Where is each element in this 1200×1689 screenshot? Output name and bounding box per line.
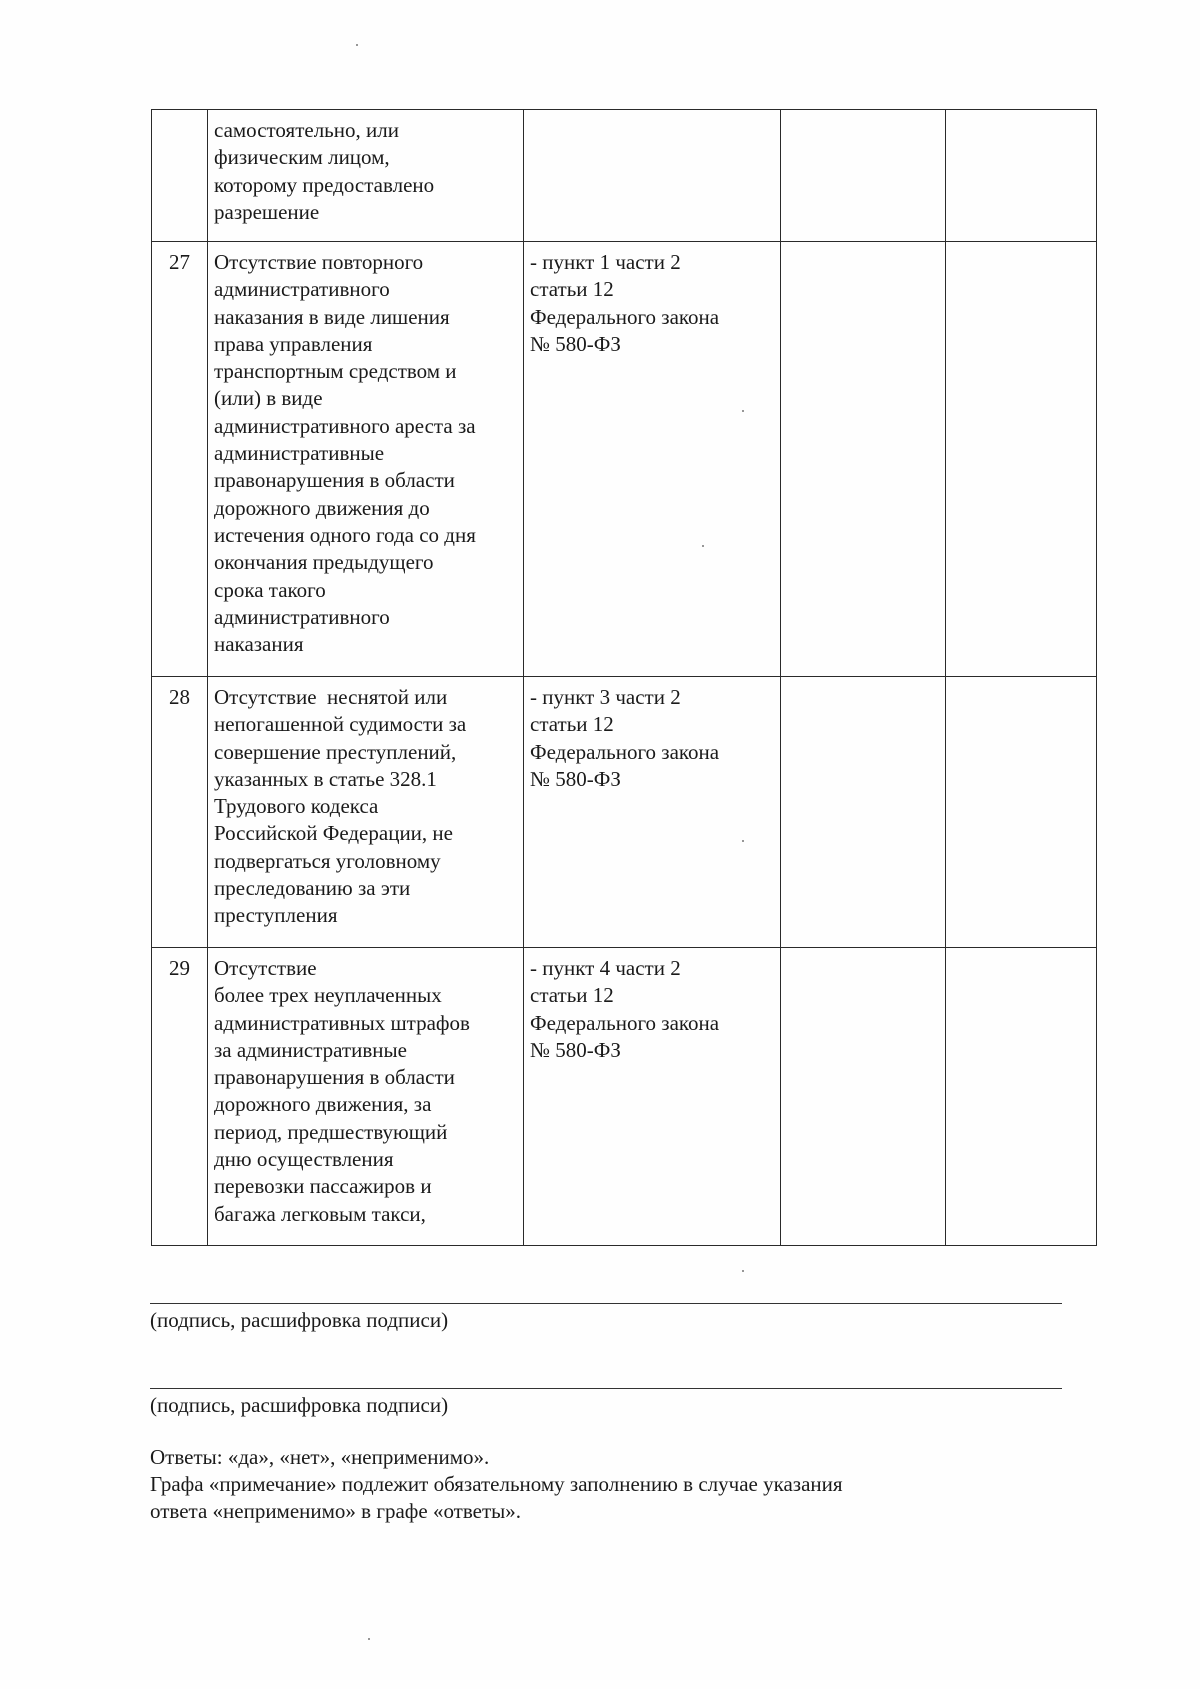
note-cell[interactable] xyxy=(946,110,1097,242)
answer-cell[interactable] xyxy=(781,677,946,948)
reference-text: - пункт 4 части 2 xyxy=(530,956,681,980)
requirement-text: дорожного движения, за xyxy=(214,1092,432,1117)
reference-text: статьи 12 xyxy=(530,277,614,302)
requirement-text: правонарушения в области xyxy=(214,468,455,493)
requirement-text: период, предшествующий xyxy=(214,1119,448,1144)
row-number-cell: 29 xyxy=(152,948,208,1246)
requirement-text: более трех неуплаченных xyxy=(214,983,442,1008)
row-number-cell: 27 xyxy=(152,242,208,677)
requirement-text: Отсутствие повторного xyxy=(214,250,424,274)
signature-caption: (подпись, расшифровка подписи) xyxy=(150,1393,449,1417)
reference-cell xyxy=(524,110,781,242)
reference-cell xyxy=(524,242,781,677)
requirement-cell xyxy=(208,110,524,242)
reference-text: - пункт 1 части 2 xyxy=(530,250,681,274)
answer-cell[interactable] xyxy=(781,242,946,677)
requirement-text: административные xyxy=(214,441,385,466)
table-row xyxy=(152,677,1097,948)
reference-text: № 580-ФЗ xyxy=(530,1037,621,1062)
requirement-text: окончания предыдущего xyxy=(214,550,434,575)
note-cell[interactable] xyxy=(946,677,1097,948)
requirement-text: срока такого xyxy=(214,577,326,602)
requirement-text: административного xyxy=(214,604,390,629)
requirement-cell xyxy=(208,948,524,1246)
reference-text: Федерального закона xyxy=(530,1010,720,1035)
scan-speck xyxy=(742,1270,744,1272)
requirement-text: Трудового кодекса xyxy=(214,794,379,819)
requirement-text: наказания xyxy=(214,632,304,657)
requirement-text: административных штрафов xyxy=(214,1010,470,1035)
scan-speck xyxy=(702,545,704,547)
answers-legend: Ответы: «да», «нет», «неприменимо». xyxy=(150,1445,490,1469)
requirement-text: Отсутствие xyxy=(214,956,317,980)
reference-text: статьи 12 xyxy=(530,983,614,1008)
table-row xyxy=(152,948,1097,1246)
requirement-text: дорожного движения до xyxy=(214,495,430,520)
scan-speck xyxy=(368,1638,370,1640)
requirement-text: административного ареста за xyxy=(214,413,476,438)
scan-speck xyxy=(742,410,744,412)
requirement-text: непогашенной судимости за xyxy=(214,712,467,737)
requirement-text: Российской Федерации, не xyxy=(214,821,453,846)
row-number-cell: 28 xyxy=(152,677,208,948)
requirement-text: разрешение xyxy=(214,199,320,224)
reference-text: № 580-ФЗ xyxy=(530,331,621,356)
remark-rule-line: ответа «неприменимо» в графе «ответы». xyxy=(150,1499,522,1523)
reference-text: статьи 12 xyxy=(530,712,614,737)
requirement-text: самостоятельно, или xyxy=(214,118,399,142)
note-cell[interactable] xyxy=(946,948,1097,1246)
requirement-text: Отсутствие неснятой или xyxy=(214,685,448,709)
answers-notes xyxy=(150,1444,843,1525)
requirements-table xyxy=(151,109,1097,1246)
requirement-text: административного xyxy=(214,277,390,302)
requirement-text: правонарушения в области xyxy=(214,1065,455,1090)
requirement-text: (или) в виде xyxy=(214,386,323,411)
answer-cell[interactable] xyxy=(781,110,946,242)
requirement-text: указанных в статье 328.1 xyxy=(214,766,437,791)
requirement-text: преступления xyxy=(214,903,338,928)
reference-text: Федерального закона xyxy=(530,304,720,329)
requirement-text: совершение преступлений, xyxy=(214,739,457,764)
reference-text: № 580-ФЗ xyxy=(530,766,621,791)
requirement-cell xyxy=(208,677,524,948)
reference-text: Федерального закона xyxy=(530,739,720,764)
requirement-text: за административные xyxy=(214,1037,407,1062)
requirement-text: наказания в виде лишения xyxy=(214,304,450,329)
scan-speck xyxy=(742,840,744,842)
signature-line[interactable] xyxy=(150,1388,1062,1389)
signature-line[interactable] xyxy=(150,1303,1062,1304)
requirement-text: физическим лицом, xyxy=(214,145,390,170)
reference-cell xyxy=(524,677,781,948)
requirement-text: багажа легковым такси, xyxy=(214,1201,426,1226)
requirement-text: преследованию за эти xyxy=(214,876,411,901)
row-number-cell xyxy=(152,110,208,242)
remark-rule-line: Графа «примечание» подлежит обязательному заполнению в случае указания xyxy=(150,1472,843,1496)
signature-caption: (подпись, расшифровка подписи) xyxy=(150,1308,449,1332)
table-row xyxy=(152,110,1097,242)
requirement-text: дню осуществления xyxy=(214,1147,394,1172)
requirement-text: которому предоставлено xyxy=(214,172,435,197)
answer-cell[interactable] xyxy=(781,948,946,1246)
requirement-text: истечения одного года со дня xyxy=(214,522,476,547)
table-row xyxy=(152,242,1097,677)
note-cell[interactable] xyxy=(946,242,1097,677)
requirement-text: подвергаться уголовному xyxy=(214,848,441,873)
scan-speck xyxy=(356,44,358,46)
requirement-text: перевозки пассажиров и xyxy=(214,1174,432,1199)
reference-text: - пункт 3 части 2 xyxy=(530,685,681,709)
requirement-cell xyxy=(208,242,524,677)
requirement-text: права управления xyxy=(214,331,373,356)
reference-cell xyxy=(524,948,781,1246)
requirement-text: транспортным средством и xyxy=(214,359,457,384)
